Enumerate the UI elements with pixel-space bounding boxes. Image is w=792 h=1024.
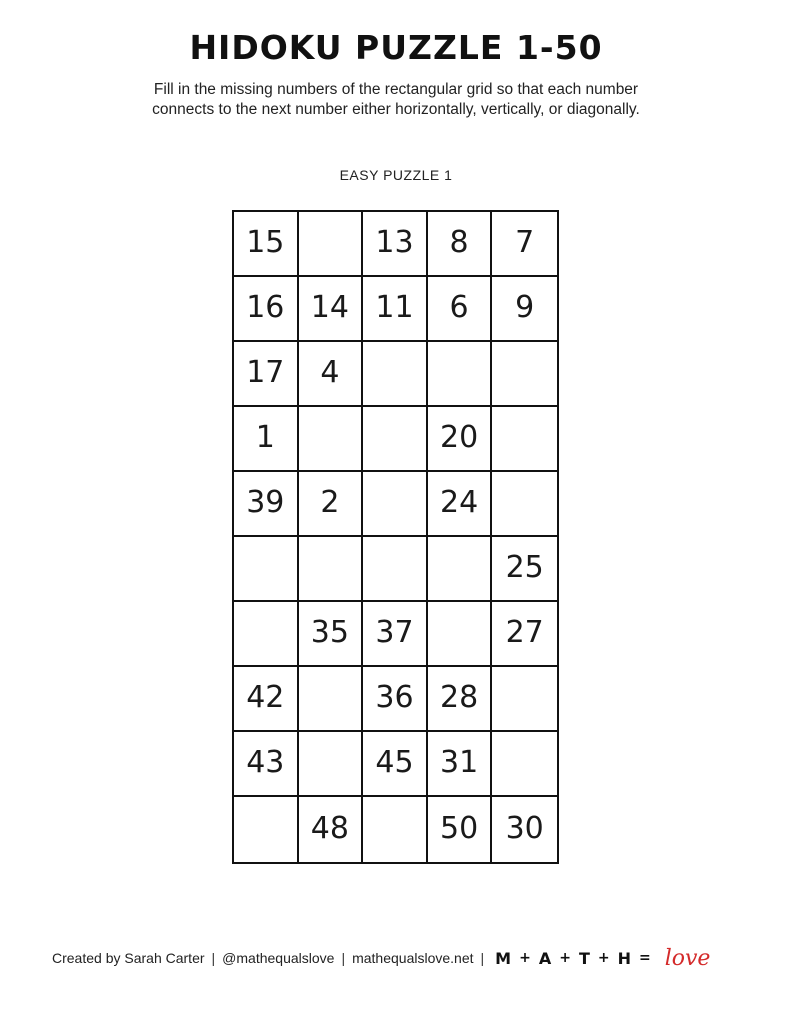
grid-cell-empty xyxy=(428,342,493,407)
grid-cell-given: 25 xyxy=(492,537,557,602)
grid-cell-given: 50 xyxy=(428,797,493,862)
grid-cell-given: 15 xyxy=(234,212,299,277)
brand-logo xyxy=(495,946,710,971)
grid-cell-given: 37 xyxy=(363,602,428,667)
grid-cell-given: 8 xyxy=(428,212,493,277)
brand-letter-h: H xyxy=(617,948,631,968)
footer xyxy=(52,944,752,972)
brand-letter-m: M xyxy=(495,948,512,968)
grid-cell-given: 16 xyxy=(234,277,299,342)
grid-cell-given: 39 xyxy=(234,472,299,537)
grid-cell-given: 31 xyxy=(428,732,493,797)
grid-cell-empty xyxy=(363,797,428,862)
grid-cell-given: 35 xyxy=(299,602,364,667)
grid-cell-given: 45 xyxy=(363,732,428,797)
grid-cell-given: 42 xyxy=(234,667,299,732)
grid-cell-empty xyxy=(299,407,364,472)
footer-separator: | xyxy=(211,950,216,966)
grid-cell-empty xyxy=(492,732,557,797)
brand-plus: + xyxy=(519,950,531,966)
grid-cell-given: 20 xyxy=(428,407,493,472)
grid-cell-given: 48 xyxy=(299,797,364,862)
grid-cell-empty xyxy=(363,407,428,472)
grid-cell-empty xyxy=(363,342,428,407)
page-title: HIDOKU PUZZLE 1-50 xyxy=(189,28,603,67)
grid-cell-given: 9 xyxy=(492,277,557,342)
grid-cell-given: 14 xyxy=(299,277,364,342)
grid-cell-empty xyxy=(299,537,364,602)
brand-plus: + xyxy=(559,950,571,966)
grid-cell-given: 24 xyxy=(428,472,493,537)
grid-cell-given: 2 xyxy=(299,472,364,537)
grid-cell-empty xyxy=(234,537,299,602)
credit-text: Created by Sarah Carter xyxy=(52,950,205,966)
grid-cell-given: 1 xyxy=(234,407,299,472)
grid-cell-given: 7 xyxy=(492,212,557,277)
footer-separator: | xyxy=(480,950,485,966)
grid-cell-empty xyxy=(299,667,364,732)
grid-cell-empty xyxy=(428,537,493,602)
brand-love-script: love xyxy=(664,945,711,971)
instructions-line-1: Fill in the missing numbers of the rectangular grid so that each number xyxy=(153,81,639,98)
brand-plus: + xyxy=(597,950,610,966)
grid-cell-given: 11 xyxy=(363,277,428,342)
grid-cell-given: 43 xyxy=(234,732,299,797)
grid-cell-empty xyxy=(492,667,557,732)
grid-cell-given: 13 xyxy=(363,212,428,277)
grid-cell-empty xyxy=(363,537,428,602)
grid-cell-empty xyxy=(234,797,299,862)
grid-cell-given: 28 xyxy=(428,667,493,732)
footer-separator: | xyxy=(341,950,346,966)
instructions xyxy=(96,80,696,120)
website-link[interactable]: mathequalslove.net xyxy=(352,950,474,966)
brand-letter-a: A xyxy=(538,948,552,968)
grid-cell-given: 30 xyxy=(505,811,544,846)
grid-cell-given: 6 xyxy=(428,277,493,342)
grid-cell-empty xyxy=(299,212,364,277)
grid-cell-given: 4 xyxy=(299,342,364,407)
brand-equals: = xyxy=(638,950,651,966)
instructions-line-2: connects to the next number either horizontally, vertically, or diagonally. xyxy=(152,101,640,118)
social-handle: @mathequalslove xyxy=(222,950,335,966)
grid-cell-empty xyxy=(234,602,299,667)
grid-cell-empty xyxy=(492,342,557,407)
grid-cell-empty xyxy=(428,602,493,667)
brand-letter-t: T xyxy=(578,948,590,968)
grid-cell-given: 27 xyxy=(492,602,557,667)
grid-cell-given: 17 xyxy=(234,342,299,407)
grid-cell-given: 36 xyxy=(363,667,428,732)
grid-cell-empty xyxy=(492,472,557,537)
grid-cell-empty xyxy=(363,472,428,537)
hidoku-grid xyxy=(232,210,559,864)
puzzle-label: EASY PUZZLE 1 xyxy=(339,167,453,183)
grid-cell-empty xyxy=(299,732,364,797)
grid-cell-empty xyxy=(492,407,557,472)
